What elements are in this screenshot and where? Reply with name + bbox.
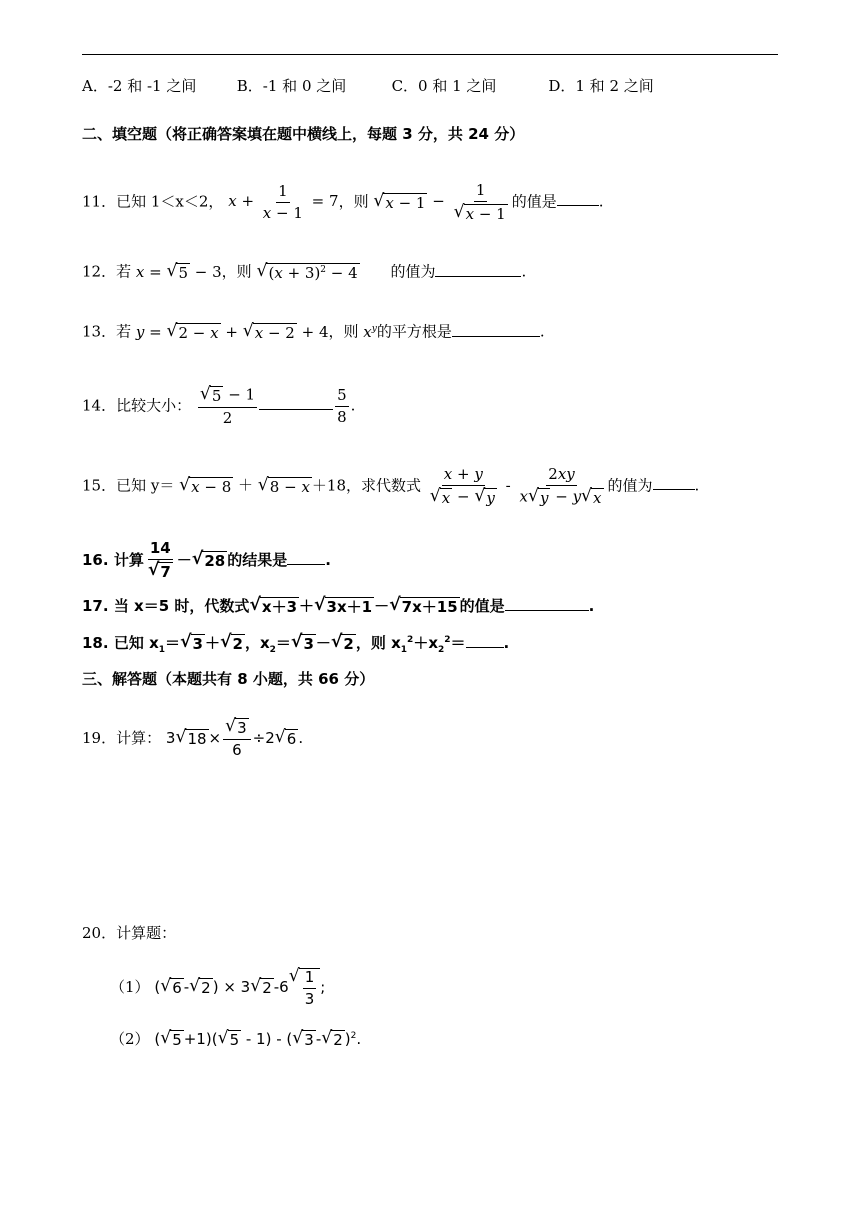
question-19	[82, 718, 303, 759]
question-13	[82, 323, 545, 342]
q18-pre: 已知	[113, 634, 144, 652]
q12-end: .	[521, 262, 527, 281]
q13-end: .	[539, 322, 545, 341]
question-14	[82, 386, 355, 427]
q14-pre: 比较大小：	[116, 396, 192, 415]
q20-p1-label: （1）	[110, 978, 150, 996]
q13-post: 的平方根是	[376, 322, 452, 341]
q18-formula-1: $x_1=$ √ 3 ＋ √ 2 ，$x_2=$ √ 3 － √ 2	[149, 632, 354, 655]
q12-formula-1: x = √ 5 − 3	[135, 261, 222, 282]
question-20-part-1	[110, 968, 325, 1007]
header-rule	[82, 54, 778, 55]
q12-post: 的值为	[390, 262, 436, 281]
q13-answer-blank[interactable]	[452, 324, 540, 337]
q20-p1-formula: ( √ 6 - √ 2 ) × 3 √ 2 -6 √ $\frac{1}{3}$ ;	[154, 966, 326, 1008]
q15-post: 的值为	[607, 476, 653, 495]
q10-options	[82, 79, 654, 94]
q11-answer-blank[interactable]	[557, 193, 599, 206]
q12-number: 12．	[82, 262, 117, 281]
q15-end: .	[694, 476, 700, 495]
q16-pre: 计算	[113, 550, 144, 569]
q11-end: .	[598, 192, 604, 211]
q15-pre: 已知 y＝	[116, 476, 175, 495]
q19-formula: 3 √ 18 × √ 3 6 ÷2 √ 6	[165, 716, 297, 759]
q16-answer-blank[interactable]	[287, 552, 325, 565]
q16-formula: 14 √ 7 － √ 28	[147, 539, 226, 581]
q15-number: 15．	[82, 476, 117, 495]
q17-post: 的值是	[459, 597, 505, 615]
q11-pre: 已知 1＜x＜2，	[116, 192, 224, 211]
q18-formula-2: $x_1^2+x_2^2=$	[391, 634, 466, 655]
q11-post: 的值是	[511, 192, 557, 211]
q12-answer-blank[interactable]	[435, 264, 521, 277]
question-20-part-2	[110, 1030, 361, 1049]
q11-formula-2: √ x − 1 − 1 √ x − 1	[373, 181, 506, 223]
q15-answer-blank[interactable]	[653, 477, 695, 490]
q15-formula-1: √ x − 8 ＋ √ 8 − x	[179, 474, 310, 496]
q16-post: 的结果是	[227, 550, 288, 569]
q13-formula-2: $x^y$	[363, 322, 377, 341]
q15-formula-3: 2xy x √ y − y √ x	[519, 465, 602, 507]
q12-formula-2: √ $(x + 3)^2 - 4$	[256, 261, 358, 282]
q17-formula: √ x＋3 ＋ √ 3x＋1 － √ 7x＋15	[249, 595, 458, 616]
q14-formula-2: $\frac{5}{8}$	[337, 386, 347, 426]
q20-number: 20．	[82, 924, 117, 942]
q14-number: 14．	[82, 396, 117, 415]
option-d: D．1 和 2 之间	[548, 77, 654, 95]
option-c: C．0 和 1 之间	[391, 77, 497, 95]
q17-pre: 当 x＝5 时，代数式	[113, 597, 250, 615]
question-17	[82, 597, 594, 616]
option-a: A．-2 和 -1 之间	[82, 77, 197, 95]
q15-mid: ＋18，求代数式	[311, 476, 422, 495]
question-18	[82, 634, 509, 655]
q16-end: .	[325, 550, 331, 569]
q17-number: 17.	[82, 597, 109, 615]
q13-mid: ，则	[328, 322, 359, 341]
question-16	[82, 540, 331, 581]
q11-number: 11．	[82, 192, 117, 211]
q11-mid: ，则	[338, 192, 369, 211]
q18-end: .	[503, 634, 510, 652]
q16-number: 16.	[82, 550, 109, 569]
q19-end: .	[298, 728, 304, 747]
question-11	[82, 182, 604, 223]
q20-title: 计算题：	[116, 924, 177, 942]
question-12	[82, 263, 526, 282]
section3-title: 三、解答题（本题共有 8 小题，共 66 分）	[82, 670, 375, 688]
q11-formula-1: x + $\frac{1}{x - 1}$ = 7	[228, 182, 339, 222]
q15-dash: -	[505, 476, 511, 495]
option-b: B．-1 和 0 之间	[236, 77, 347, 95]
q15-formula-2: x + y √ x − √ y	[429, 465, 495, 507]
q14-end: .	[350, 396, 356, 415]
q19-pre: 计算：	[116, 728, 162, 747]
q17-answer-blank[interactable]	[505, 598, 589, 611]
q18-answer-blank[interactable]	[466, 635, 504, 648]
q12-pre: 若	[116, 262, 132, 281]
q14-answer-blank[interactable]	[259, 397, 333, 410]
question-15	[82, 466, 699, 507]
q17-end: .	[588, 597, 595, 615]
q12-mid: ，则	[221, 262, 252, 281]
q18-post: ，则	[355, 634, 386, 652]
q20-p2-formula: ( √ 5 +1)( √ 5 - 1) - ( √ 3 - √ 2 )$^2$.	[154, 1028, 362, 1049]
section2-title: 二、填空题（将正确答案填在题中横线上，每题 3 分，共 24 分）	[82, 125, 525, 143]
question-20	[82, 926, 176, 941]
q13-number: 13．	[82, 322, 117, 341]
q13-pre: 若	[116, 322, 132, 341]
q18-number: 18.	[82, 634, 109, 652]
q13-formula-1: y = √ 2 − x + √ x − 2 + 4	[135, 321, 329, 342]
q19-number: 19．	[82, 728, 117, 747]
q20-p2-label: （2）	[110, 1030, 150, 1048]
q14-formula-1: √ 5 − 1 2	[199, 384, 256, 427]
